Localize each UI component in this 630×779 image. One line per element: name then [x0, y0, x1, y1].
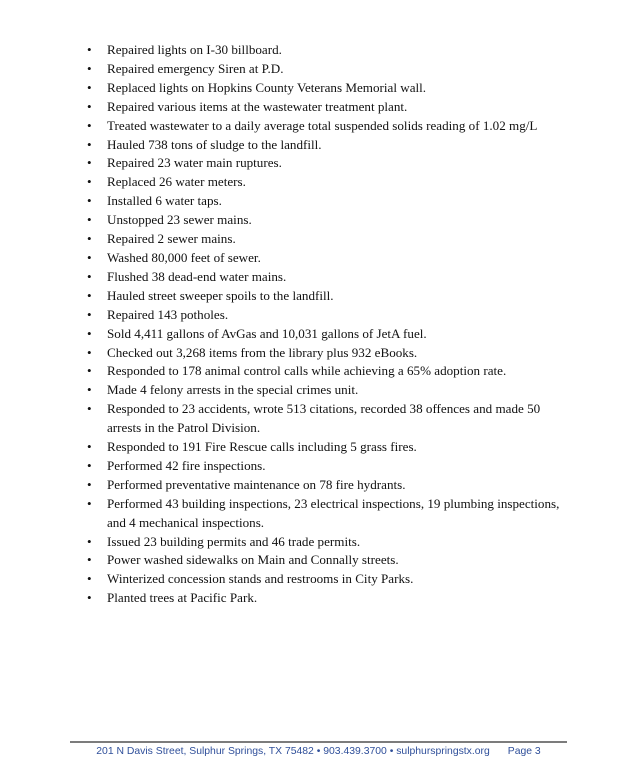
bullet-icon: • [87, 60, 92, 76]
bullet-icon: • [87, 495, 92, 511]
list-item-text: Performed preventative maintenance on 78 fire hydrants. [107, 476, 406, 492]
footer-address: 201 N Davis Street, Sulphur Springs, TX 75482 • 903.439.3700 • sulphurspringstx.org [96, 746, 490, 757]
list-item [86, 79, 566, 98]
list-item [86, 589, 566, 608]
list-item-text: Winterized concession stands and restrooms in City Parks. [107, 571, 414, 587]
bullet-icon: • [87, 155, 92, 171]
list-item [86, 533, 566, 552]
list-item [86, 41, 566, 60]
list-item [86, 570, 566, 589]
list-item-text: Hauled 738 tons of sludge to the landfill. [107, 136, 322, 152]
list-item [86, 306, 566, 325]
bullet-icon: • [87, 174, 92, 190]
list-item-text: Repaired various items at the wastewater treatment plant. [107, 98, 408, 114]
list-item [86, 287, 566, 306]
bullet-icon: • [87, 533, 92, 549]
bullet-icon: • [87, 363, 92, 379]
list-item [86, 381, 566, 400]
bullet-icon: • [87, 476, 92, 492]
bullet-icon: • [87, 325, 92, 341]
bullet-icon: • [87, 571, 92, 587]
list-item-text: Performed 42 fire inspections. [107, 457, 266, 473]
bullet-icon: • [87, 268, 92, 284]
list-item-text: Washed 80,000 feet of sewer. [107, 249, 261, 265]
list-item [86, 438, 566, 457]
bullet-icon: • [87, 552, 92, 568]
list-item-text: Replaced 26 water meters. [107, 174, 246, 190]
list-item-text: Repaired emergency Siren at P.D. [107, 60, 284, 76]
list-item [86, 60, 566, 79]
bullet-icon: • [87, 136, 92, 152]
list-item-text: Repaired 2 sewer mains. [107, 231, 236, 247]
bullet-icon: • [87, 401, 92, 417]
list-item-text: Installed 6 water taps. [107, 193, 222, 209]
list-item [86, 344, 566, 363]
list-item [86, 268, 566, 287]
bullet-icon: • [87, 193, 92, 209]
list-item-text: Issued 23 building permits and 46 trade permits. [107, 533, 361, 549]
list-item [86, 173, 566, 192]
bullet-icon: • [87, 344, 92, 360]
bullet-icon: • [87, 42, 92, 57]
list-item [86, 154, 566, 173]
list-item-text: Performed 43 building inspections, 23 electrical inspections, 19 plumbing inspections, and 4 mechanical inspections. [107, 495, 560, 530]
bullet-icon: • [87, 382, 92, 398]
bullet-icon: • [87, 79, 92, 95]
list-item-text: Treated wastewater to a daily average total suspended solids reading of 1.02 mg/L [107, 117, 538, 133]
bullet-icon: • [87, 306, 92, 322]
list-item-text: Checked out 3,268 items from the library plus 932 eBooks. [107, 344, 418, 360]
bullet-icon: • [87, 457, 92, 473]
list-item-text: Unstopped 23 sewer mains. [107, 212, 252, 228]
bullet-icon: • [87, 98, 92, 114]
list-item-text: Flushed 38 dead-end water mains. [107, 268, 287, 284]
bullet-icon: • [87, 287, 92, 303]
list-item-text: Power washed sidewalks on Main and Connally streets. [107, 552, 399, 568]
list-item [86, 495, 566, 533]
list-item [86, 457, 566, 476]
list-item-text: Repaired 23 water main ruptures. [107, 155, 282, 171]
list-item [86, 117, 566, 136]
list-item [86, 551, 566, 570]
list-item [86, 192, 566, 211]
list-item-text: Responded to 178 animal control calls while achieving a 65% adoption rate. [107, 363, 507, 379]
list-item-text: Sold 4,411 gallons of AvGas and 10,031 gallons of JetA fuel. [107, 325, 427, 341]
bullet-icon: • [87, 439, 92, 455]
list-item [86, 249, 566, 268]
list-item-text: Repaired lights on I-30 billboard. [107, 42, 282, 57]
list-item [86, 400, 566, 438]
list-item [86, 230, 566, 249]
list-item-text: Responded to 23 accidents, wrote 513 citations, recorded 38 offences and made 50 arrests in the Patrol Division. [107, 401, 541, 436]
page-footer [70, 746, 567, 757]
list-item [86, 211, 566, 230]
page-number: Page 3 [507, 746, 541, 757]
list-item-text: Responded to 191 Fire Rescue calls including 5 grass fires. [107, 439, 417, 455]
list-item [86, 325, 566, 344]
list-item-text: Made 4 felony arrests in the special crimes unit. [107, 382, 359, 398]
list-item [86, 98, 566, 117]
list-item [86, 476, 566, 495]
list-item-text: Replaced lights on Hopkins County Veterans Memorial wall. [107, 79, 427, 95]
bullet-icon: • [87, 231, 92, 247]
footer-divider [70, 741, 567, 743]
bullet-icon: • [87, 249, 92, 265]
accomplishments-list [86, 41, 566, 608]
bullet-icon: • [87, 212, 92, 228]
list-item [86, 136, 566, 155]
list-item [86, 362, 566, 381]
bullet-icon: • [87, 117, 92, 133]
list-item-text: Planted trees at Pacific Park. [107, 590, 258, 606]
list-item-text: Repaired 143 potholes. [107, 306, 229, 322]
list-item-text: Hauled street sweeper spoils to the landfill. [107, 287, 334, 303]
bullet-icon: • [87, 590, 92, 606]
